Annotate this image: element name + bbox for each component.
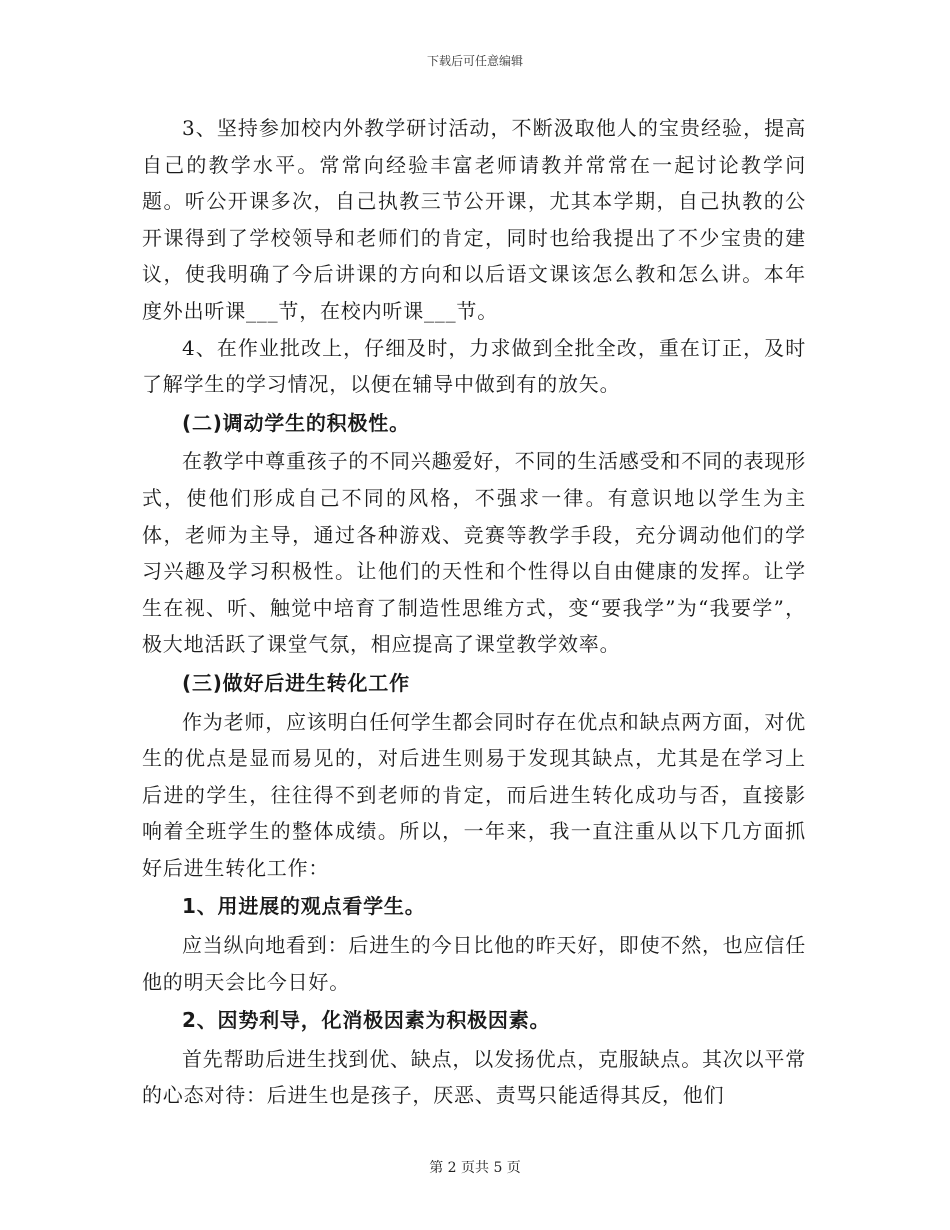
- paragraph-student-motivation: 在教学中尊重孩子的不同兴趣爱好，不同的生活感受和不同的表现形式，使他们形成自己不同的风格，不强求一律。有意识地以学生为主体，老师为主导，通过各种游戏、竞赛等教学手段，充分调动他们的学习兴趣及学习积极性。让他们的天性和个性得以自由健康的发挥。让学生在视、听、触觉中培育了制造性思维方式，变“要我学”为“我要学”，极大地活跃了课堂气氛，相应提高了课堂教学效率。: [142, 449, 806, 657]
- subheading-2: 2、因势利导，化消极因素为积极因素。: [182, 1008, 551, 1033]
- paragraph-underachievers: 作为老师，应该明白任何学生都会同时存在优点和缺点两方面，对优生的优点是显而易见的，对后进生则易于发现其缺点，尤其是在学习上后进的学生，往往得不到老师的肯定，而后进生转化成功与否，直接影响着全班学生的整体成绩。所以，一年来，我一直注重从以下几方面抓好后进生转化工作：: [142, 709, 806, 880]
- paragraph-guidance: 首先帮助后进生找到优、缺点，以发扬优点，克服缺点。其次以平常的心态对待：后进生也是孩子，厌恶、责骂只能适得其反，他们: [142, 1046, 806, 1108]
- section-heading-2: (二)调动学生的积极性。: [182, 410, 410, 435]
- subheading-1: 1、用进展的观点看学生。: [182, 894, 426, 919]
- page-footer: 第 2 页共 5 页: [429, 1160, 521, 1176]
- paragraph-development-view: 应当纵向地看到：后进生的今日比他的昨天好，即使不然，也应信任他的明天会比今日好。: [142, 933, 806, 994]
- paragraph-item-3: 3、坚持参加校内外教学研讨活动，不断汲取他人的宝贵经验，提高自己的教学水平。常常向经验丰富老师请教并常常在一起讨论教学问题。听公开课多次，自己执教三节公开课，尤其本学期，自己执教的公开课得到了学校领导和老师们的肯定，同时也给我提出了不少宝贵的建议，使我明确了今后讲课的方向和以后语文课该怎么教和怎么讲。本年度外出听课___节，在校内听课___节。: [142, 116, 806, 323]
- paragraph-item-4: 4、在作业批改上，仔细及时，力求做到全批全改，重在订正，及时了解学生的学习情况，以便在辅导中做到有的放矢。: [142, 335, 806, 397]
- page-header: 下载后可任意编辑: [426, 54, 523, 68]
- document-body: [142, 110, 806, 1114]
- section-heading-3: (三)做好后进生转化工作: [182, 670, 410, 695]
